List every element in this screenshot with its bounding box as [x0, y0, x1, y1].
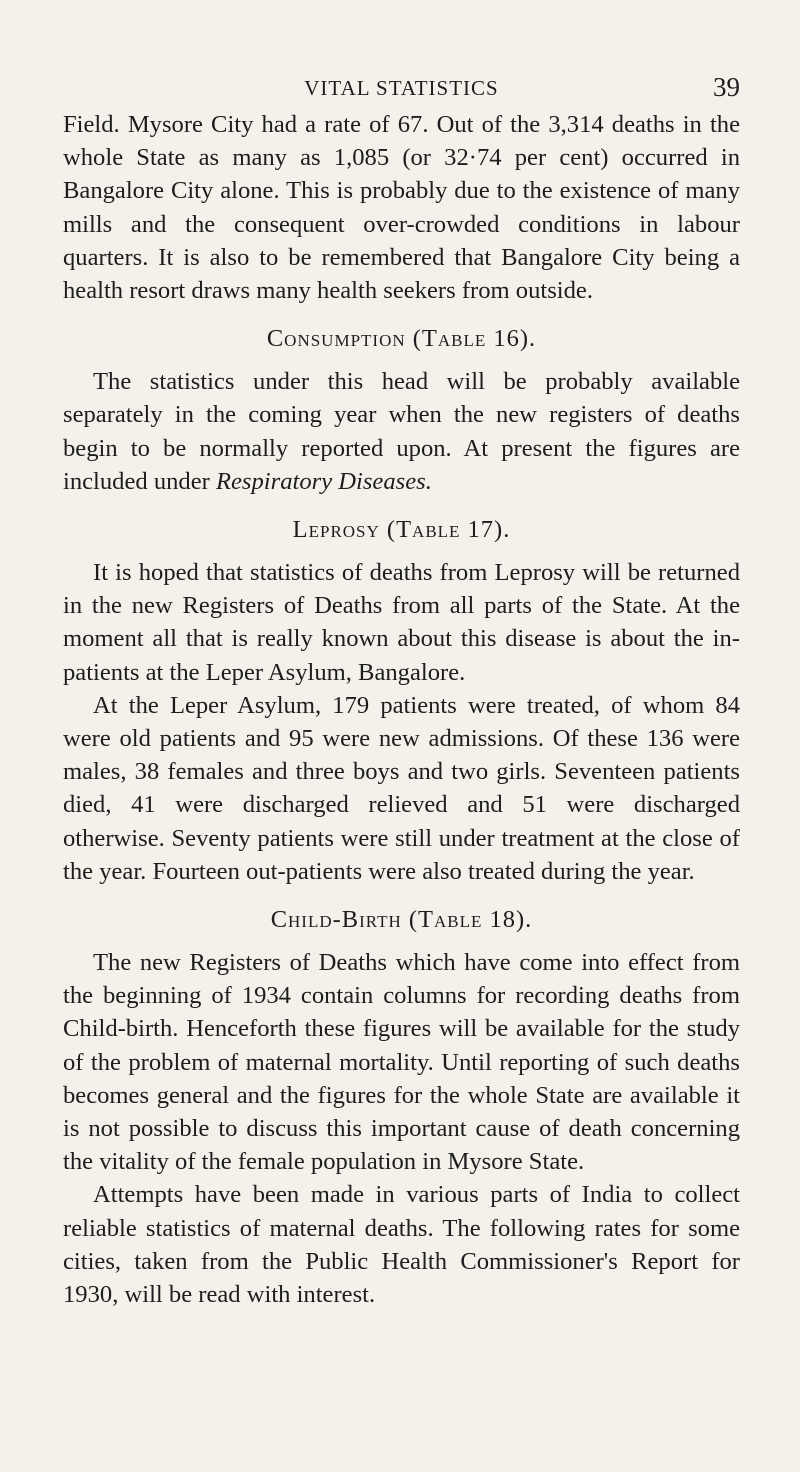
childbirth-paragraph-1: The new Registers of Deaths which have come into effect from the beginning of 1934 contain columns for recording deaths from Child-birth. Henceforth these figures will be available for the study of the problem of maternal mortality. Until reporting of such deaths becomes general and the figures for the whole State are available it is not possible to discuss this important cause of death concerning the vitality of the female population in Mysore State.: [63, 949, 740, 1176]
leprosy-paragraph-2: At the Leper Asylum, 179 patients were treated, of whom 84 were old patients and 95 were new admissions. Of these 136 were males, 38 females and three boys and two girls. Seventeen patients died, 41 were discharged relieved and 51 were discharged otherwise. Seventy patients were still under treatment at the close of the year. Fourteen out-patients were also treated during the year.: [63, 691, 740, 885]
consumption-paragraph: [63, 365, 740, 498]
leprosy-heading: Leprosy (Table 17).: [292, 516, 511, 544]
page-number: 39: [713, 72, 740, 102]
consumption-text: The statistics under this head will be probably available separately in the coming year when the new registers of deaths begin to be normally reported upon. At present the figures are included under: [63, 368, 740, 495]
childbirth-paragraph-2: Attempts have been made in various parts of India to collect reliable statistics of maternal deaths. The following rates for some cities, taken from the Public Health Commissioner's Report for 1930, will be read with interest.: [63, 1181, 740, 1309]
intro-paragraph: Field. Mysore City had a rate of 67. Out of the 3,314 deaths in the whole State as many as 1,085 (or 32·74 per cent) occurred in Bangalore City alone. This is probably due to the existence of many mills and the consequent over-crowded conditions in labour quarters. It is also to be remembered that Bangalore City being a health resort draws many health seekers from outside.: [63, 111, 740, 305]
childbirth-heading: Child-Birth (Table 18).: [270, 906, 533, 934]
leprosy-paragraph-1: It is hoped that statistics of deaths from Leprosy will be returned in the new Registers of Deaths from all parts of the State. At the moment all that is really known about this disease is about the in-patients at the Leper Asylum, Bangalore.: [63, 559, 740, 686]
page: [63, 72, 740, 1311]
consumption-italic: Respiratory Diseases.: [215, 467, 432, 495]
running-head: [63, 72, 740, 108]
running-title: VITAL STATISTICS: [304, 76, 499, 100]
consumption-heading: Consumption (Table 16).: [266, 325, 537, 353]
